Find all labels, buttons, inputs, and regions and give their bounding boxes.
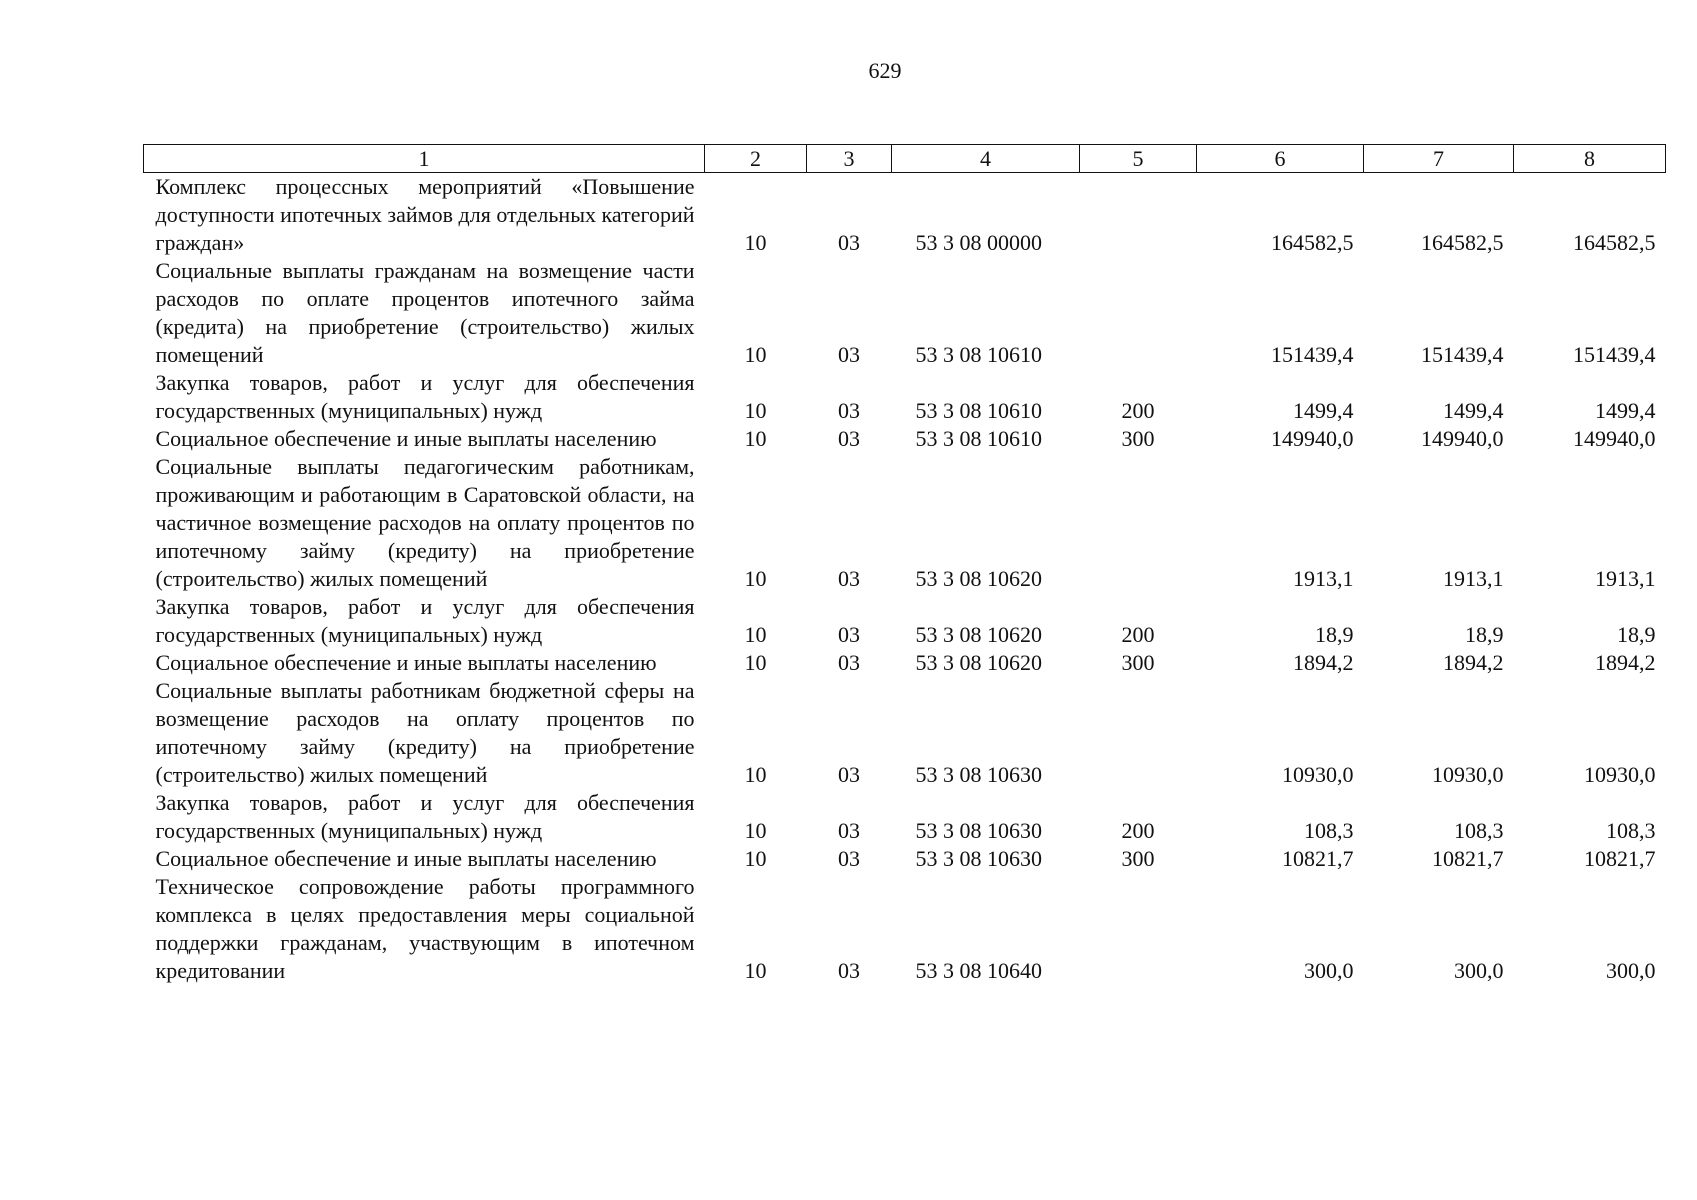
expense-type-code xyxy=(1080,677,1197,789)
row-description: Социальное обеспечение и иные выплаты населению xyxy=(155,650,657,675)
row-description: Социальное обеспечение и иные выплаты населению xyxy=(155,846,657,871)
subsection-code: 03 xyxy=(838,650,860,675)
amount-year-1: 1499,4 xyxy=(1293,398,1354,423)
target-article-code: 53 3 08 10630 xyxy=(915,762,1042,787)
amount-year-1: 18,9 xyxy=(1315,622,1354,647)
amount-year-3: 1894,2 xyxy=(1595,650,1656,675)
amount-year-3: 108,3 xyxy=(1606,818,1656,843)
subsection-code: 03 xyxy=(838,958,860,983)
section-code: 10 xyxy=(744,846,767,871)
target-article-code: 53 3 08 10620 xyxy=(915,566,1042,591)
header-col-7: 7 xyxy=(1364,145,1514,173)
budget-table xyxy=(143,144,1666,985)
table-row xyxy=(144,173,1666,258)
row-description: Закупка товаров, работ и услуг для обеспечения государственных (муниципальных) нужд xyxy=(155,790,695,843)
subsection-code: 03 xyxy=(838,230,860,255)
section-code: 10 xyxy=(744,566,767,591)
header-col-3: 3 xyxy=(807,145,892,173)
section-code: 10 xyxy=(744,398,767,423)
header-row xyxy=(144,145,1666,173)
amount-year-2: 1499,4 xyxy=(1443,398,1504,423)
expense-type-code: 200 xyxy=(1121,398,1155,423)
expense-type-code xyxy=(1080,173,1197,258)
target-article-code: 53 3 08 10610 xyxy=(915,398,1042,423)
row-description: Комплекс процессных мероприятий «Повышение доступности ипотечных займов для отдельных категорий граждан» xyxy=(155,174,695,255)
expense-type-code: 300 xyxy=(1121,846,1155,871)
header-col-8: 8 xyxy=(1514,145,1666,173)
header-col-6: 6 xyxy=(1197,145,1364,173)
table-row xyxy=(144,845,1666,873)
header-col-5: 5 xyxy=(1080,145,1197,173)
table-body xyxy=(144,173,1666,986)
table-row xyxy=(144,873,1666,985)
amount-year-2: 10821,7 xyxy=(1432,846,1504,871)
subsection-code: 03 xyxy=(838,818,860,843)
section-code: 10 xyxy=(744,342,767,367)
target-article-code: 53 3 08 10620 xyxy=(915,622,1042,647)
expense-type-code: 300 xyxy=(1121,650,1155,675)
amount-year-1: 10821,7 xyxy=(1282,846,1354,871)
section-code: 10 xyxy=(744,426,767,451)
row-description: Социальные выплаты гражданам на возмещение части расходов по оплате процентов ипотечного займа (кредита) на приобретение (строительство) жилых помещений xyxy=(155,258,695,367)
amount-year-1: 1894,2 xyxy=(1293,650,1354,675)
row-description: Социальные выплаты педагогическим работникам, проживающим и работающим в Саратовской области, на частичное возмещение расходов на оплату процентов по ипотечному займу (кредиту) на приобретение (строительство) жилых помещений xyxy=(155,454,695,591)
amount-year-1: 108,3 xyxy=(1304,818,1354,843)
amount-year-2: 18,9 xyxy=(1465,622,1504,647)
amount-year-3: 10821,7 xyxy=(1584,846,1656,871)
expense-type-code xyxy=(1080,257,1197,369)
section-code: 10 xyxy=(744,762,767,787)
amount-year-1: 1913,1 xyxy=(1293,566,1354,591)
target-article-code: 53 3 08 10630 xyxy=(915,818,1042,843)
expense-type-code xyxy=(1080,453,1197,593)
amount-year-1: 149940,0 xyxy=(1271,426,1354,451)
table-row xyxy=(144,425,1666,453)
table-row xyxy=(144,677,1666,789)
amount-year-2: 164582,5 xyxy=(1421,230,1504,255)
target-article-code: 53 3 08 10610 xyxy=(915,426,1042,451)
subsection-code: 03 xyxy=(838,398,860,423)
subsection-code: 03 xyxy=(838,426,860,451)
section-code: 10 xyxy=(744,818,767,843)
row-description: Закупка товаров, работ и услуг для обеспечения государственных (муниципальных) нужд xyxy=(155,594,695,647)
expense-type-code: 200 xyxy=(1121,818,1155,843)
header-col-4: 4 xyxy=(892,145,1080,173)
row-description: Закупка товаров, работ и услуг для обеспечения государственных (муниципальных) нужд xyxy=(155,370,695,423)
table-row xyxy=(144,369,1666,425)
table-row xyxy=(144,789,1666,845)
subsection-code: 03 xyxy=(838,342,860,367)
subsection-code: 03 xyxy=(838,566,860,591)
amount-year-1: 151439,4 xyxy=(1271,342,1354,367)
page-number: 629 xyxy=(868,58,902,83)
table-row xyxy=(144,593,1666,649)
amount-year-3: 151439,4 xyxy=(1573,342,1656,367)
amount-year-3: 149940,0 xyxy=(1573,426,1656,451)
amount-year-2: 108,3 xyxy=(1454,818,1504,843)
amount-year-3: 1499,4 xyxy=(1595,398,1656,423)
amount-year-2: 300,0 xyxy=(1454,958,1504,983)
amount-year-2: 10930,0 xyxy=(1432,762,1504,787)
target-article-code: 53 3 08 10610 xyxy=(915,342,1042,367)
amount-year-3: 164582,5 xyxy=(1573,230,1656,255)
amount-year-3: 18,9 xyxy=(1617,622,1656,647)
target-article-code: 53 3 08 00000 xyxy=(915,230,1042,255)
table-row xyxy=(144,257,1666,369)
table-row xyxy=(144,649,1666,677)
header-col-2: 2 xyxy=(705,145,807,173)
header-col-1: 1 xyxy=(144,145,705,173)
row-description: Социальное обеспечение и иные выплаты населению xyxy=(155,426,657,451)
section-code: 10 xyxy=(744,958,767,983)
expense-type-code: 200 xyxy=(1121,622,1155,647)
target-article-code: 53 3 08 10620 xyxy=(915,650,1042,675)
amount-year-3: 1913,1 xyxy=(1595,566,1656,591)
table-row xyxy=(144,453,1666,593)
section-code: 10 xyxy=(744,230,767,255)
section-code: 10 xyxy=(744,622,767,647)
amount-year-3: 300,0 xyxy=(1606,958,1656,983)
amount-year-1: 300,0 xyxy=(1304,958,1354,983)
target-article-code: 53 3 08 10640 xyxy=(915,958,1042,983)
expense-type-code xyxy=(1080,873,1197,985)
row-description: Техническое сопровождение работы программного комплекса в целях предоставления меры социальной поддержки гражданам, участвующим в ипотечном кредитовании xyxy=(155,874,695,983)
amount-year-1: 10930,0 xyxy=(1282,762,1354,787)
target-article-code: 53 3 08 10630 xyxy=(915,846,1042,871)
amount-year-1: 164582,5 xyxy=(1271,230,1354,255)
subsection-code: 03 xyxy=(838,846,860,871)
amount-year-2: 1894,2 xyxy=(1443,650,1504,675)
expense-type-code: 300 xyxy=(1121,426,1155,451)
subsection-code: 03 xyxy=(838,762,860,787)
amount-year-3: 10930,0 xyxy=(1584,762,1656,787)
section-code: 10 xyxy=(744,650,767,675)
row-description: Социальные выплаты работникам бюджетной сферы на возмещение расходов на оплату процентов по ипотечному займу (кредиту) на приобретение (строительство) жилых помещений xyxy=(155,678,695,787)
amount-year-2: 1913,1 xyxy=(1443,566,1504,591)
amount-year-2: 151439,4 xyxy=(1421,342,1504,367)
subsection-code: 03 xyxy=(838,622,860,647)
amount-year-2: 149940,0 xyxy=(1421,426,1504,451)
